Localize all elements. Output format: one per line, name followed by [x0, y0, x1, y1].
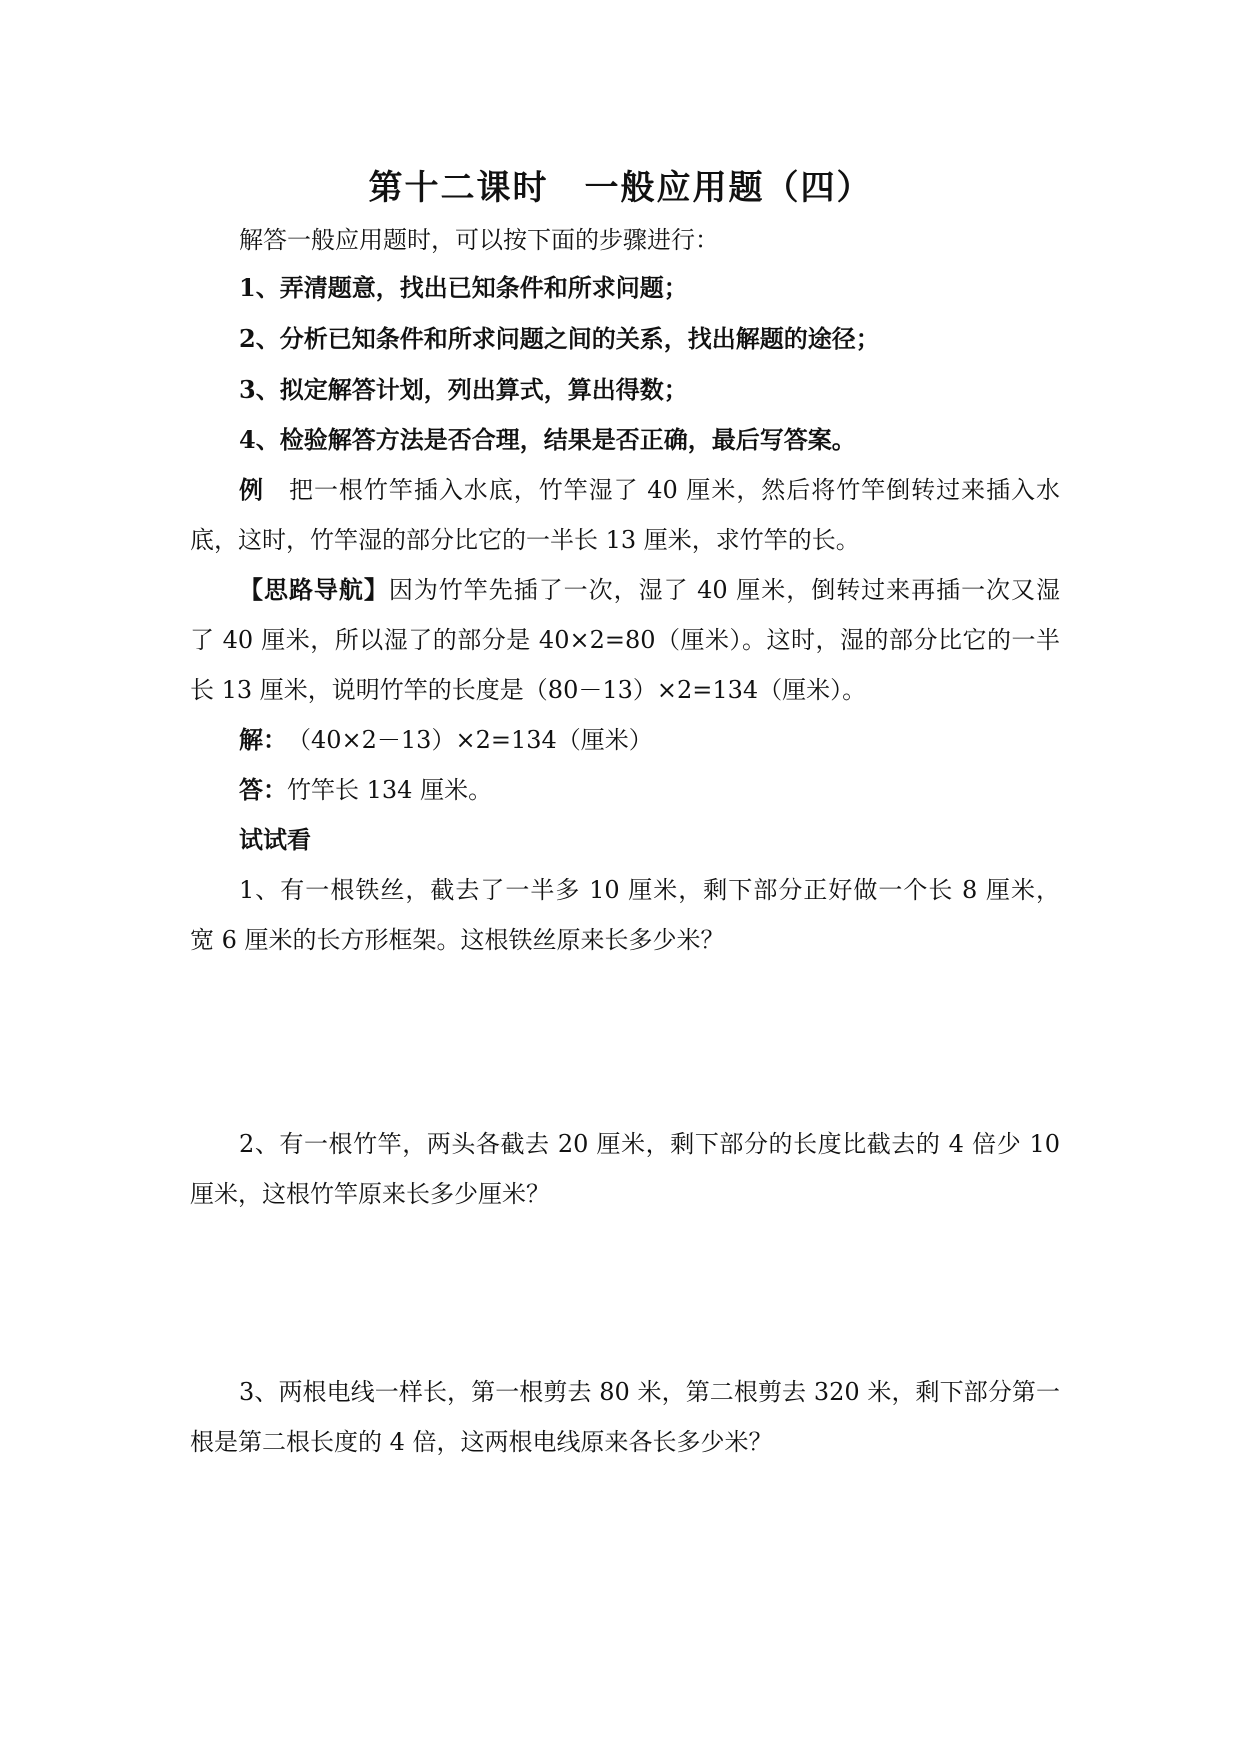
problem-3-line-1: 3、两根电线一样长，第一根剪去 80 米，第二根剪去 320 米，剩下部分第一	[239, 1378, 1060, 1406]
example-line-2: 底，这时，竹竿湿的部分比它的一半长 13 厘米，求竹竿的长。	[190, 526, 860, 554]
guide-line-1	[239, 574, 1060, 606]
example-text-1: 把一根竹竿插入水底，竹竿湿了 40 厘米，然后将竹竿倒转过来插入水	[288, 476, 1061, 504]
problem-1-line-2: 宽 6 厘米的长方形框架。这根铁丝原来长多少米？	[190, 926, 725, 954]
problem-2-line-2: 厘米，这根竹竿原来长多少厘米？	[190, 1180, 550, 1208]
answer-line	[239, 774, 1060, 806]
guide-line-2: 了 40 厘米，所以湿了的部分是 40×2=80（厘米）。这时，湿的部分比它的一半	[190, 626, 1060, 654]
step-1: 1、弄清题意，找出已知条件和所求问题；	[239, 273, 688, 302]
solution-text: （40×2－13）×2=134（厘米）	[299, 726, 653, 754]
guide-label: 【思路导航】	[239, 575, 389, 604]
page-title: 第十二课时 一般应用题（四）	[368, 168, 873, 208]
answer-label: 答：	[239, 775, 287, 804]
guide-line-3: 长 13 厘米，说明竹竿的长度是（80－13）×2=134（厘米）。	[190, 676, 867, 704]
try-heading: 试试看	[239, 825, 311, 854]
step-2: 2、分析已知条件和所求问题之间的关系，找出解题的途径；	[239, 324, 880, 353]
solution-label: 解：	[239, 725, 275, 754]
example-line-1	[239, 474, 1060, 506]
answer-text: 竹竿长 134 厘米。	[287, 776, 493, 804]
guide-text-1: 因为竹竿先插了一次，湿了 40 厘米，倒转过来再插一次又湿	[388, 576, 1061, 604]
problem-1-line-1: 1、有一根铁丝，截去了一半多 10 厘米，剩下部分正好做一个长 8 厘米，	[239, 876, 1060, 904]
intro-text: 解答一般应用题时，可以按下面的步骤进行：	[239, 226, 719, 254]
solution-line	[239, 724, 1060, 756]
step-4: 4、检验解答方法是否合理，结果是否正确，最后写答案。	[239, 425, 856, 454]
example-label: 例	[239, 475, 264, 504]
problem-2-line-1: 2、有一根竹竿，两头各截去 20 厘米，剩下部分的长度比截去的 4 倍少 10	[239, 1130, 1060, 1158]
step-3: 3、拟定解答计划，列出算式，算出得数；	[239, 375, 688, 404]
problem-3-line-2: 根是第二根长度的 4 倍，这两根电线原来各长多少米？	[190, 1428, 773, 1456]
